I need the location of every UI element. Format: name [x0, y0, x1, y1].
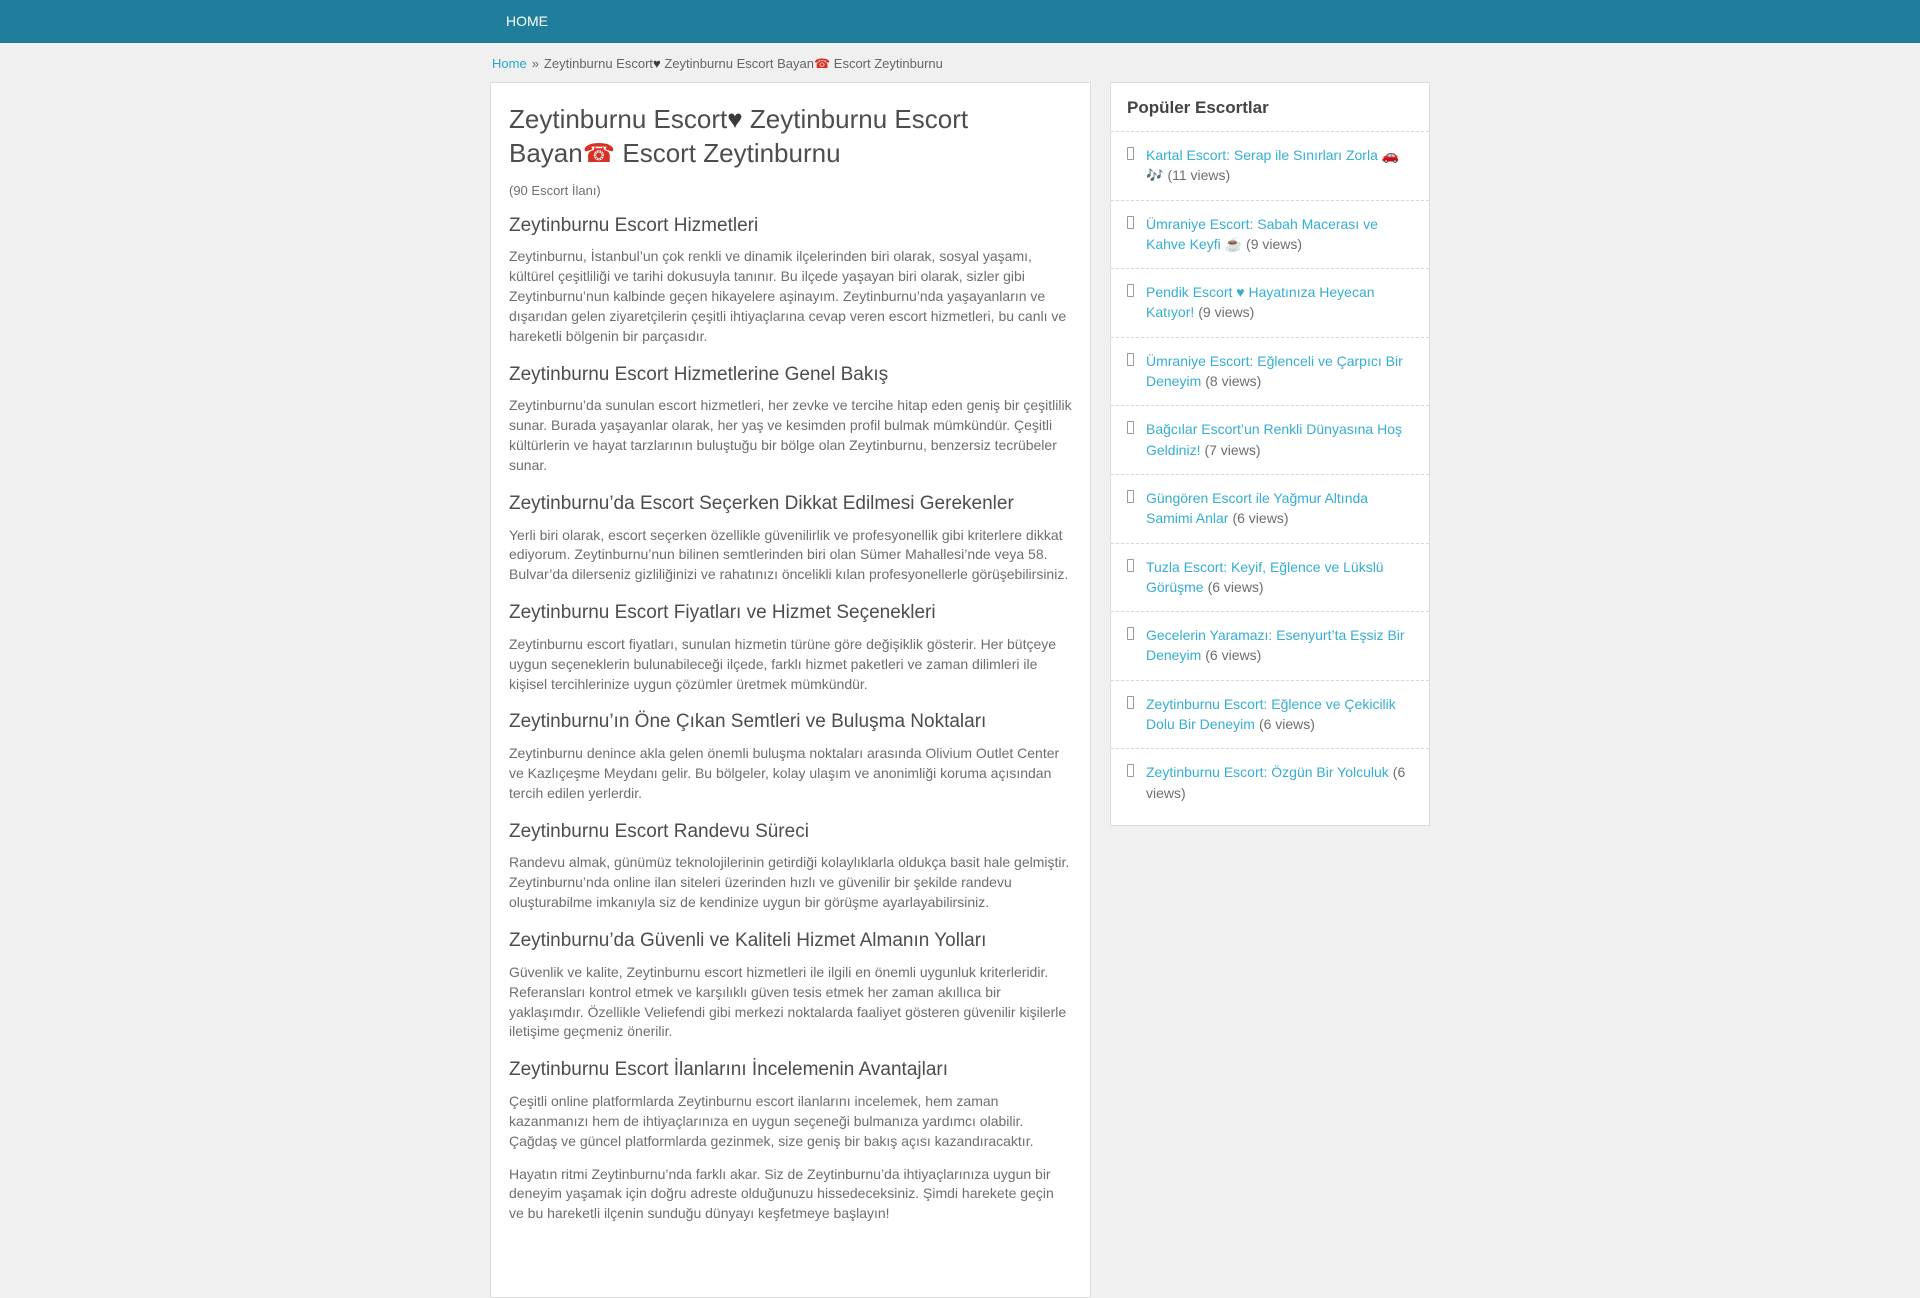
list-bullet-icon	[1127, 147, 1134, 160]
section-paragraph: Hayatın ritmi Zeytinburnu’nda farklı akar. Siz de Zeytinburnu’da ihtiyaçlarınıza uygun bir deneyim yaşamak için doğru adreste olduğunuzu hissedeceksiniz. Şimdi harekete geçin ve bu hareketli ilçenin sunduğu dünyayı keşfetmeye başlayın!	[509, 1165, 1054, 1222]
list-item	[1111, 611, 1429, 680]
popular-escort-link[interactable]: Güngören Escort ile Yağmur Altında Samimi Anlar	[1146, 489, 1369, 527]
breadcrumb-home-link[interactable]: Home	[492, 56, 527, 71]
view-count: (6 views)	[1232, 510, 1289, 527]
section-heading: Zeytinburnu Escort Hizmetlerine Genel Bakış	[509, 363, 889, 385]
popular-escorts-widget	[1110, 82, 1430, 826]
phone-icon: ☎	[582, 137, 616, 168]
view-count: (6 views)	[1207, 578, 1264, 595]
section-paragraph: Çeşitli online platformlarda Zeytinburnu escort ilanlarını incelemek, hem zaman kazanmanızı hem de ihtiyaçlarınıza en uygun seçeneği bulmanıza yardımcı olabilir. Çağdaş ve güncel platformlarda gezinmek, size geniş bir bakış açısı kazandıracaktır.	[509, 1092, 1034, 1149]
section-heading: Zeytinburnu Escort İlanlarını İncelemenin Avantajları	[509, 1059, 948, 1081]
list-item	[1111, 131, 1429, 200]
popular-escort-link[interactable]: Kartal Escort: Serap ile Sınırları Zorla 🚗🎶	[1146, 147, 1400, 184]
section-heading: Zeytinburnu Escort Hizmetleri	[509, 214, 759, 236]
list-bullet-icon	[1127, 559, 1134, 572]
list-item	[1111, 543, 1429, 612]
popular-escort-link[interactable]: Pendik Escort ♥ Hayatınıza Heyecan Katıyor!	[1146, 284, 1375, 321]
popular-escort-link[interactable]: Zeytinburnu Escort: Eğlence ve Çekicilik Dolu Bir Deneyim	[1146, 695, 1396, 733]
section-paragraph: Zeytinburnu, İstanbul’un çok renkli ve dinamik ilçelerinden biri olarak, sosyal yaşamı, kültürel çeşitliliği ve tarihi dokusuyla tanınır. Bu ilçede yaşayan biri olarak, sizler gibi Zeytinburnu’nun kalbinde geçen hikayelere aşinayım. Zeytinburnu’nda yaşayanların ve dışarıdan gelen ziyaretçilerin çeşitli ihtiyaçlarına cevap veren escort hizmetleri, bu canlı ve hareketli bölgenin bir parçasıdır.	[509, 248, 1067, 344]
breadcrumb-page-text: Zeytinburnu Escort	[543, 56, 654, 71]
section-heading: Zeytinburnu’ın Öne Çıkan Semtleri ve Buluşma Noktaları	[509, 711, 987, 733]
section-paragraph: Zeytinburnu escort fiyatları, sunulan hizmetin türüne göre değişiklik gösterir. Her bütçeye uygun seçeneklerin bulunabileceği ilçede, farklı hizmet paketleri ve zaman dilimleri ile kişisel tercihlerinize uygun çözümler üretmek mümkündür.	[509, 635, 1057, 692]
list-bullet-icon	[1127, 421, 1134, 434]
section-heading: Zeytinburnu’da Güvenli ve Kaliteli Hizmet Almanın Yolları	[509, 930, 987, 952]
list-item	[1111, 405, 1429, 474]
list-bullet-icon	[1127, 627, 1134, 640]
page-title: Zeytinburnu Escort♥ Zeytinburnu Escort Bayan☎ Escort Zeytinburnu	[509, 104, 969, 168]
list-bullet-icon	[1127, 490, 1134, 503]
section-paragraph: Güvenlik ve kalite, Zeytinburnu escort hizmetleri ile ilgili en önemli uygunluk kriterleridir. Referansları kontrol etmek ve karşılıklı güven tesis etmek her zaman akıllıca bir yaklaşımdır. Özellikle Veliefendi gibi merkezi noktalarda faaliyet gösteren güvenilir kişilerle iletişime geçmeniz önerilir.	[509, 963, 1067, 1040]
top-nav-bar	[0, 0, 1920, 43]
popular-escort-link[interactable]: Ümraniye Escort: Eğlenceli ve Çarpıcı Bir Deneyim	[1146, 352, 1403, 390]
section-paragraph: Randevu almak, günümüz teknolojilerinin getirdiği kolaylıklarla oldukça basit hale gelmiştir. Zeytinburnu’nda online ilan siteleri üzerinden hızlı ve güvenilir bir şekilde randevu oluşturabilme imkanıyla siz de kendinize uygun bir görüşme ayarlayabilirsiniz.	[509, 854, 1070, 911]
list-item	[1111, 200, 1429, 269]
breadcrumb-separator: »	[531, 56, 539, 71]
list-item	[1111, 680, 1429, 749]
popular-escort-link[interactable]: Gecelerin Yaramazı: Esenyurt’ta Eşsiz Bir Deneyim	[1146, 627, 1405, 664]
heart-icon: ♥	[653, 56, 661, 71]
view-count: (8 views)	[1205, 373, 1262, 390]
list-item	[1111, 748, 1429, 817]
section-heading: Zeytinburnu Escort Randevu Süreci	[509, 820, 809, 842]
view-count: (9 views)	[1198, 304, 1255, 321]
nav-home-link[interactable]: HOME	[506, 13, 548, 29]
section-heading: Zeytinburnu Escort Fiyatları ve Hizmet Seçenekleri	[509, 602, 936, 624]
article-card	[490, 82, 1091, 1298]
list-item	[1111, 337, 1429, 406]
list-bullet-icon	[1127, 284, 1134, 297]
section-paragraph: Zeytinburnu’da sunulan escort hizmetleri, her zevke ve tercihe hitap eden geniş bir çeşitlilik sunar. Burada yaşayanlar olarak, her yaş ve kesimden profil bulmak mümkündür. Çeşitli kültürlerin ve hayat tarzlarının buluştuğu bir bölge olan Zeytinburnu, benzersiz tecrübeler sunar.	[509, 397, 1072, 473]
list-bullet-icon	[1127, 696, 1134, 709]
section-paragraph: Yerli biri olarak, escort seçerken özellikle güvenilirlik ve profesyonellik gibi kriterlere dikkat ediyorum. Zeytinburnu’nun bilinen semtlerinden biri olan Sümer Mahallesi’nde veya 58. Bulvar’da dilerseniz gizliliğinizi ve rahatınızı öncelikli kılan profesyonellerle görüşebilirsiniz.	[509, 526, 1069, 583]
section-paragraph: Zeytinburnu denince akla gelen önemli buluşma noktaları arasında Olivium Outlet Center ve Kazlıçeşme Meydanı gelir. Bu bölgeler, kolay ulaşım ve anonimliği koruma açısından tercih edilen yerlerdir.	[509, 745, 1060, 801]
popular-escorts-list	[1111, 131, 1429, 825]
section-heading: Zeytinburnu’da Escort Seçerken Dikkat Edilmesi Gerekenler	[509, 492, 1014, 514]
view-count: (9 views)	[1246, 235, 1303, 252]
view-count: (6 views)	[1205, 647, 1262, 664]
view-count: (6 views)	[1258, 716, 1315, 733]
heart-icon: ♥	[727, 104, 743, 134]
list-bullet-icon	[1127, 764, 1134, 777]
list-item	[1111, 474, 1429, 543]
breadcrumb-page-text: Zeytinburnu Escort Bayan	[660, 56, 814, 71]
breadcrumb-page-text: Escort Zeytinburnu	[830, 56, 943, 71]
popular-escort-link[interactable]: Zeytinburnu Escort: Özgün Bir Yolculuk	[1146, 764, 1389, 781]
breadcrumb	[490, 43, 1430, 82]
list-item	[1111, 268, 1429, 337]
sidebar-title: Popüler Escortlar	[1127, 98, 1269, 117]
phone-icon: ☎	[813, 56, 831, 71]
view-count: (7 views)	[1204, 441, 1261, 458]
list-bullet-icon	[1127, 216, 1134, 229]
view-count: (6 views)	[1146, 764, 1406, 801]
list-bullet-icon	[1127, 353, 1134, 366]
view-count: (11 views)	[1167, 167, 1231, 184]
listing-count: (90 Escort İlanı)	[509, 182, 601, 198]
popular-escort-link[interactable]: Ümraniye Escort: Sabah Macerası ve Kahve Keyfi ☕	[1146, 215, 1378, 252]
popular-escort-link[interactable]: Tuzla Escort: Keyif, Eğlence ve Lükslü Görüşme	[1146, 558, 1384, 595]
popular-escort-link[interactable]: Bağcılar Escort’un Renkli Dünyasına Hoş Geldiniz!	[1146, 421, 1403, 458]
